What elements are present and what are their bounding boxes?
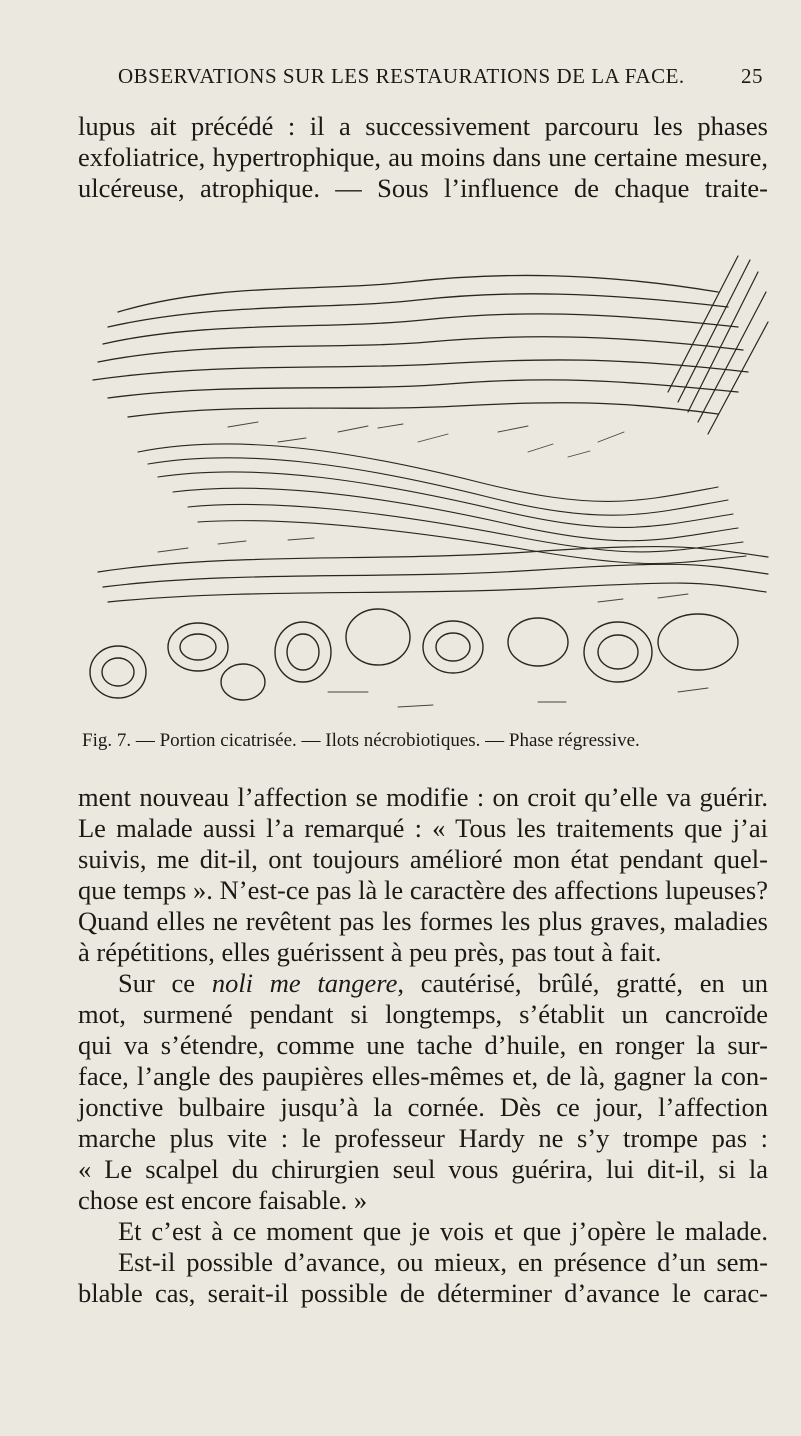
page-number: 25: [741, 64, 763, 88]
text-line: chose est encore faisable. »: [78, 1185, 368, 1215]
text-line: qui va s’étendre, comme une tache d’huile, en ronger la sur-: [78, 1030, 768, 1060]
text-line: Est-il possible d’avance, ou mieux, en présence d’un sem-: [118, 1247, 768, 1277]
text-segment: , cautérisé, brûlé, gratté, en un: [397, 968, 768, 998]
text-line: que temps ». N’est-ce pas là le caractère des affections lupeuses?: [78, 875, 768, 905]
text-line: lupus ait précédé : il a successivement parcouru les phases: [78, 111, 768, 141]
text-line: à répétitions, elles guérissent à peu près, pas tout à fait.: [78, 937, 662, 967]
italic-latin-phrase: noli me tangere: [211, 968, 398, 998]
text-line: Et c’est à ce moment que je vois et que j’opère le malade.: [118, 1216, 768, 1246]
lower-band: [98, 547, 768, 602]
text-line: exfoliatrice, hypertrophique, au moins dans une certaine mesure,: [78, 142, 768, 172]
text-line: [78, 968, 768, 999]
necrobiotic-islets: [90, 609, 738, 700]
text-line: mot, surmené pendant si longtemps, s’établit un cancroïde: [78, 999, 768, 1029]
text-line: blable cas, serait-il possible de déterminer d’avance le carac-: [78, 1278, 768, 1308]
text-line: ulcéreuse, atrophique. — Sous l’influence de chaque traite-: [78, 173, 768, 203]
text-line: marche plus vite : le professeur Hardy ne s’y trompe pas :: [78, 1123, 768, 1153]
histology-engraving-figure: [78, 252, 770, 722]
central-masses: [138, 444, 746, 564]
paragraph-bottom: [78, 782, 768, 1309]
text-line: face, l’angle des paupières elles-mêmes et, de là, gagner la con-: [78, 1061, 768, 1091]
paragraph-top: [78, 111, 768, 204]
figure-caption: Fig. 7. — Portion cicatrisée. — Ilots nécrobiotiques. — Phase régressive.: [82, 730, 640, 751]
text-line: jonctive bulbaire jusqu’à la cornée. Dès ce jour, l’affection: [78, 1092, 768, 1122]
upper-fiber-bands: [93, 275, 748, 417]
text-line: « Le scalpel du chirurgien seul vous guérira, lui dit-il, si la: [78, 1154, 768, 1184]
text-line: suivis, me dit-il, ont toujours amélioré mon état pendant quel-: [78, 844, 768, 874]
text-segment: Sur ce: [118, 968, 212, 998]
text-line: ment nouveau l’affection se modifie : on croit qu’elle va guérir.: [78, 782, 768, 812]
right-diagonal-fibers: [668, 256, 768, 434]
running-title: OBSERVATIONS SUR LES RESTAURATIONS DE LA FACE.: [118, 64, 685, 88]
text-line: Le malade aussi l’a remarqué : « Tous les traitements que j’ai: [78, 813, 768, 843]
text-line: Quand elles ne revêtent pas les formes les plus graves, maladies: [78, 906, 768, 936]
